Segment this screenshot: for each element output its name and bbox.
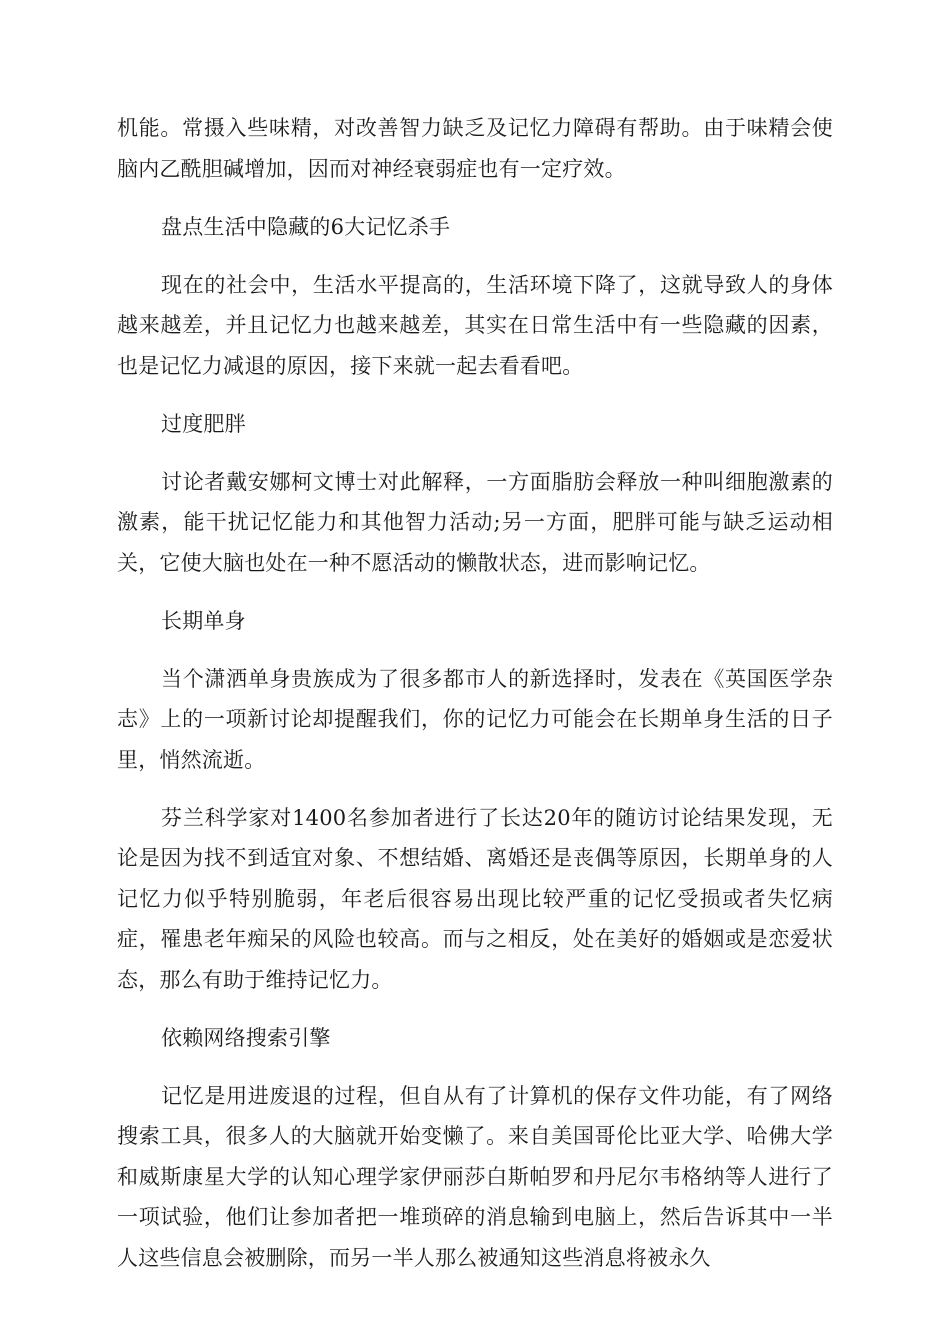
section-title-memory-killers: 盘点生活中隐藏的6大记忆杀手 — [161, 214, 451, 239]
paragraph-obesity: 讨论者戴安娜柯文博士对此解释，一方面脂肪会释放一种叫细胞激素的激素，能干扰记忆能力和其他智力活动;另一方面，肥胖可能与缺乏运动相关，它使大脑也处在一种不愿活动的懒散状态，进而影响记忆。 — [117, 469, 833, 575]
paragraph-intro: 机能。常摄入些味精，对改善智力缺乏及记忆力障碍有帮助。由于味精会使脑内乙酰胆碱增加，因而对神经衰弱症也有一定疗效。 — [117, 116, 833, 181]
document-body — [117, 108, 833, 1296]
paragraph-single-2: 芬兰科学家对1400名参加者进行了长达20年的随访讨论结果发现，无论是因为找不到适宜对象、不想结婚、离婚还是丧偶等原因，长期单身的人记忆力似乎特别脆弱，年老后很容易出现比较严重的记忆受损或者失忆病症，罹患老年痴呆的风险也较高。而与之相反，处在美好的婚姻或是恋爱状态，那么有助于维持记忆力。 — [117, 805, 833, 992]
subheading-search-engine: 依赖网络搜索引擎 — [161, 1025, 331, 1050]
subheading-single: 长期单身 — [161, 608, 246, 633]
paragraph-search-engine: 记忆是用进废退的过程，但自从有了计算机的保存文件功能，有了网络搜索工具，很多人的大脑就开始变懒了。来自美国哥伦比亚大学、哈佛大学和威斯康星大学的认知心理学家伊丽莎白斯帕罗和丹尼尔韦格纳等人进行了一项试验，他们让参加者把一堆琐碎的消息输到电脑上，然后告诉其中一半人这些信息会被删除，而另一半人那么被通知这些消息将被永久 — [117, 1083, 833, 1270]
paragraph-single-1: 当个潇洒单身贵族成为了很多都市人的新选择时，发表在《英国医学杂志》上的一项新讨论却提醒我们，你的记忆力可能会在长期单身生活的日子里，悄然流逝。 — [117, 666, 833, 772]
subheading-obesity: 过度肥胖 — [161, 411, 246, 436]
paragraph-memory-killers-intro: 现在的社会中，生活水平提高的，生活环境下降了，这就导致人的身体越来越差，并且记忆力也越来越差，其实在日常生活中有一些隐藏的因素，也是记忆力减退的原因，接下来就一起去看看吧。 — [117, 272, 833, 378]
